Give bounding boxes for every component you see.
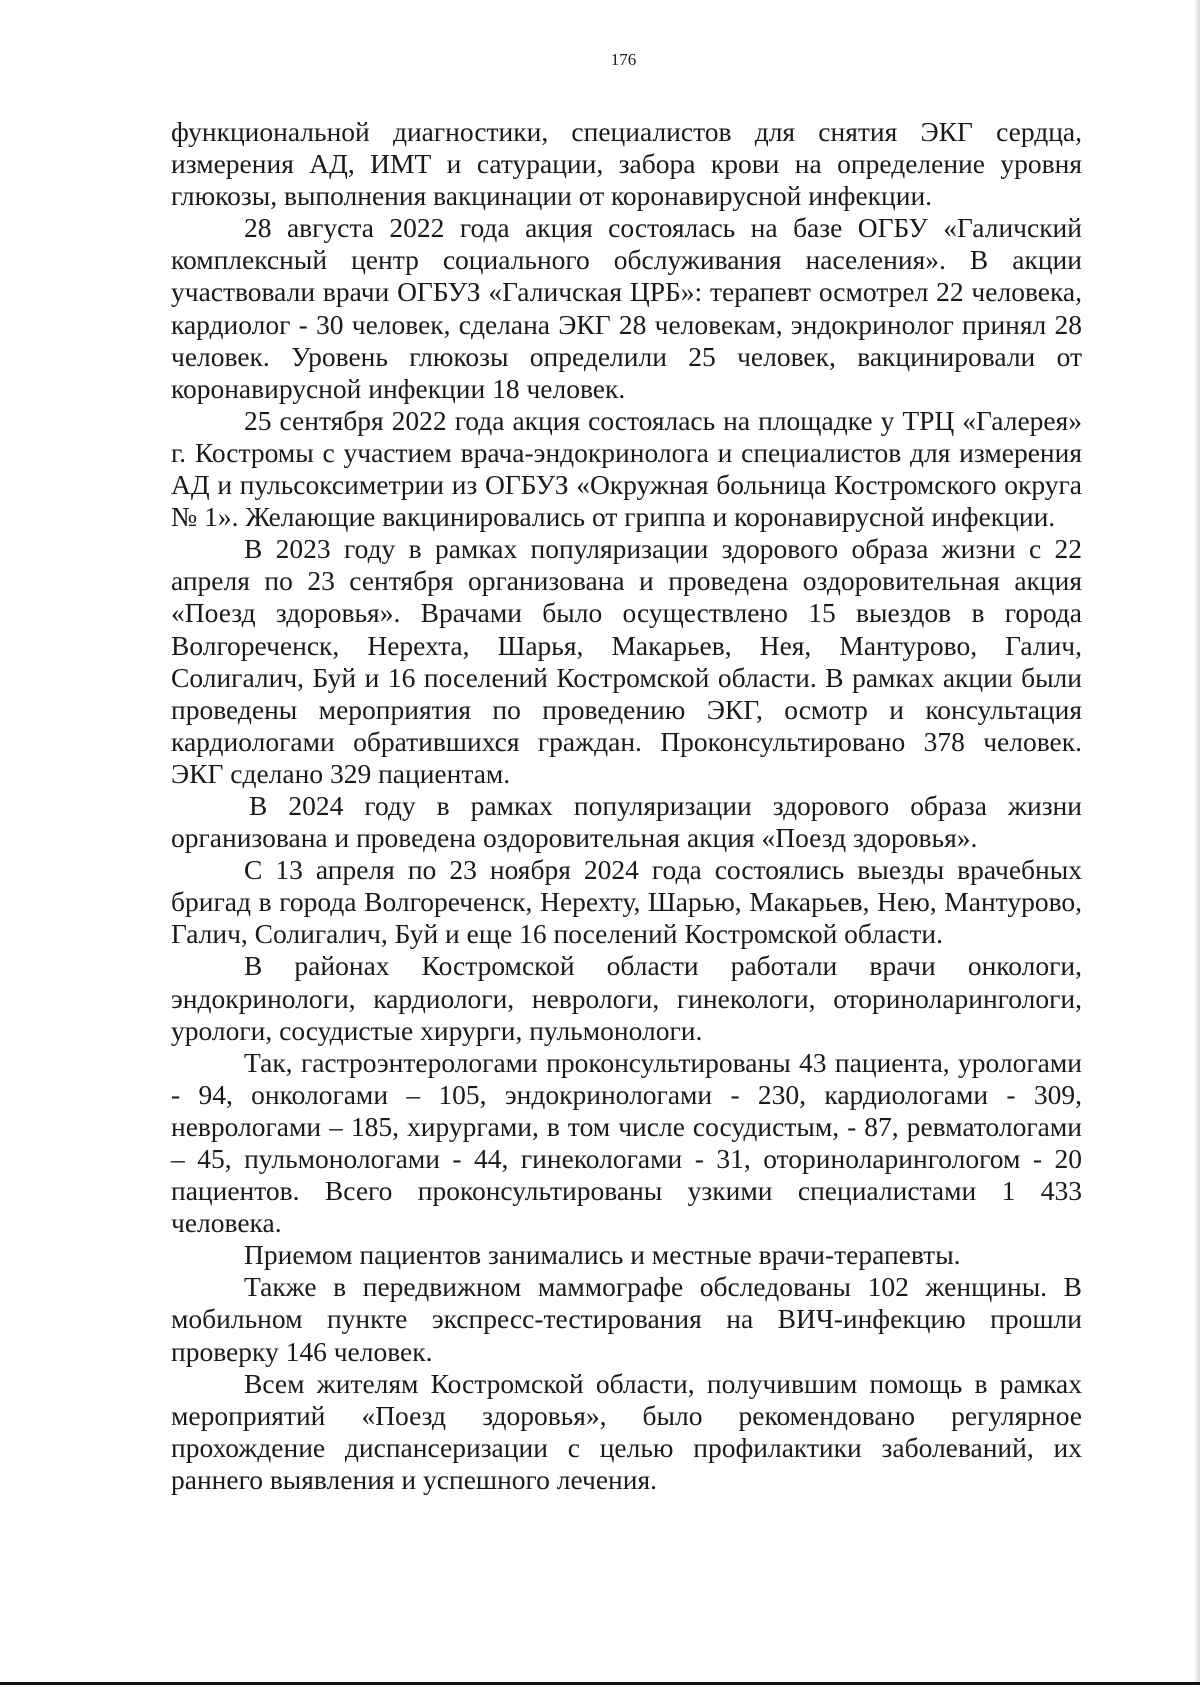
paragraph-diagnostics-continuation: функциональной диагностики, специалистов для снятия ЭКГ сердца, измерения АД, ИМТ и сатурации, забора крови на определение уровня глюкозы, выполнения вакцинации от коронавирусной инфекции. <box>171 116 1082 212</box>
paragraph-2024-train: В 2024 году в рамках популяризации здорового образа жизни организована и проведена оздоровительная акция «Поезд здоровья». <box>171 789 1082 854</box>
paragraph-doctors: В районах Костромской области работали врачи онкологи, эндокринологи, кардиологи, неврологи, гинекологи, оториноларингологи, урологи, сосудистые хирурги, пульмонологи. <box>171 950 1082 1046</box>
paragraph-september-2022: 25 сентября 2022 года акция состоялась на площадке у ТРЦ «Галерея» г. Костромы с участием врача-эндокринолога и специалистов для измерения АД и пульсоксиметрии из ОГБУЗ «Окружная больница Костромского округа № 1». Желающие вакцинировались от гриппа и коронавирусной инфекции. <box>171 404 1082 533</box>
paragraph-consultations: Так, гастроэнтерологами проконсультированы 43 пациента, урологами - 94, онкологами – 105, эндокринологами - 230, кардиологами - 309, неврологами – 185, хирургами, в том числе сосудистым, - 87, ревматологами – 45, пульмонологами - 44, гинекологами - 31, оториноларингологом - 20 пациентов. Всего проконсультированы узкими специалистами 1 433 человека. <box>171 1046 1082 1239</box>
paragraph-august-2022: 28 августа 2022 года акция состоялась на базе ОГБУ «Галичский комплексный центр социального обслуживания населения». В акции участвовали врачи ОГБУЗ «Галичская ЦРБ»: терапевт осмотрел 22 человека, кардиолог - 30 человек, сделана ЭКГ 28 человекам, эндокринолог принял 28 человек. Уровень глюкозы определили 25 человек, вакцинировали от коронавирусной инфекции 18 человек. <box>171 212 1082 404</box>
scan-edge-shadow <box>1194 0 1200 1682</box>
paragraph-recommendation: Всем жителям Костромской области, получившим помощь в рамках мероприятий «Поезд здоровья», было рекомендовано регулярное прохождение диспансеризации с целью профилактики заболеваний, их раннего выявления и успешного лечения. <box>171 1367 1082 1495</box>
paragraph-2023-train: В 2023 году в рамках популяризации здорового образа жизни с 22 апреля по 23 сентября организована и проведена оздоровительная акция «Поезд здоровья». Врачами было осуществлено 15 выездов в города Волгореченск, Нерехта, Шарья, Макарьев, Нея, Мантурово, Галич, Солигалич, Буй и 16 поселений Костромской области. В рамках акции были проведены мероприятия по проведению ЭКГ, осмотр и консультация кардиологами обратившихся граждан. Проконсультировано 378 человек. ЭКГ сделано 329 пациентам. <box>171 533 1082 789</box>
page-number: 176 <box>610 50 637 69</box>
paragraph-local-therapists: Приемом пациентов занимались и местные врачи-терапевты. <box>244 1239 961 1271</box>
document-body <box>171 116 1082 1496</box>
paragraph-2024-trips: С 13 апреля по 23 ноября 2024 года состоялись выезды врачебных бригад в города Волгореченск, Нерехту, Шарью, Макарьев, Нею, Мантурово, Галич, Солигалич, Буй и еще 16 поселений Костромской области. <box>171 854 1082 950</box>
paragraph-mammography-hiv: Также в передвижном маммографе обследованы 102 женщины. В мобильном пункте экспресс-тестирования на ВИЧ-инфекцию прошли проверку 146 человек. <box>171 1271 1082 1367</box>
scan-bottom-border <box>0 1682 1200 1685</box>
